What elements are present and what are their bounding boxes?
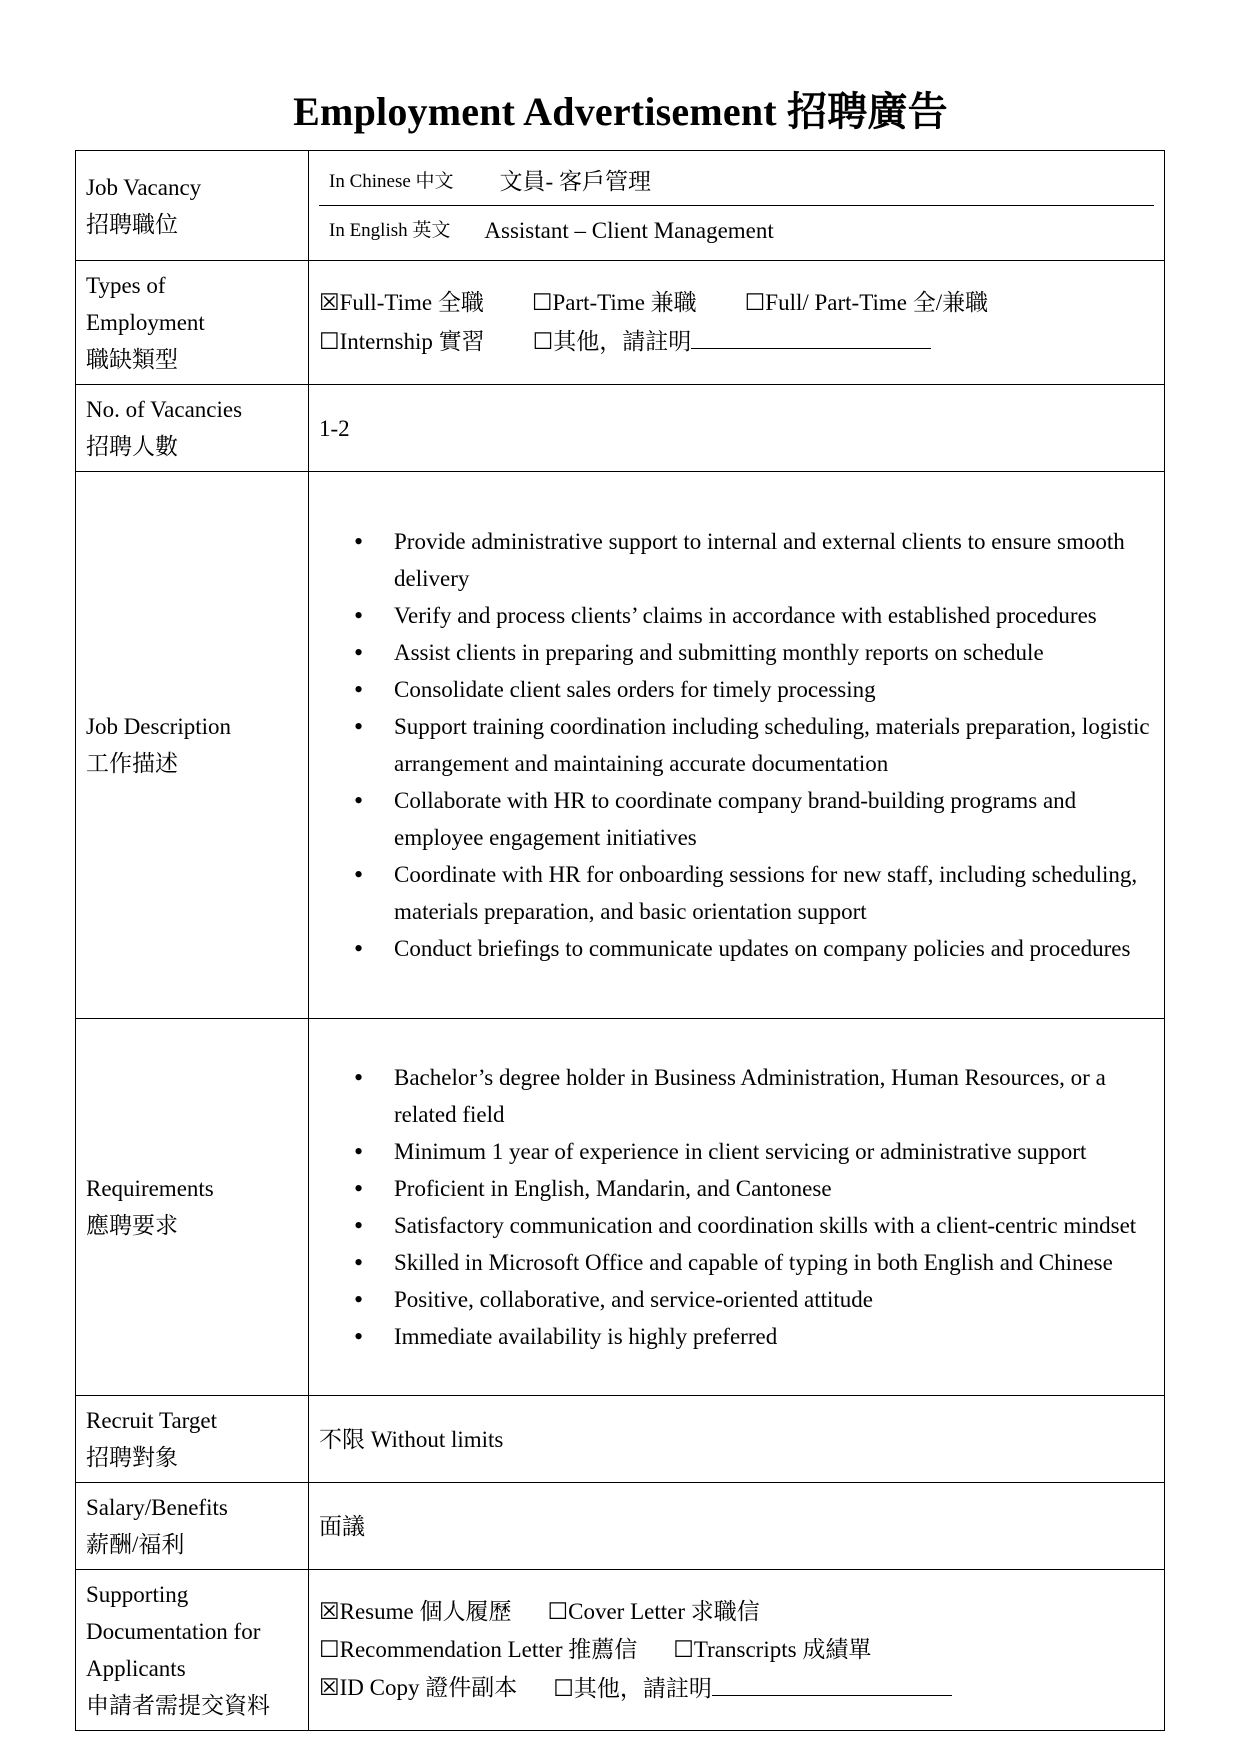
checkbox-unchecked-icon: ☐	[531, 290, 553, 315]
list-item: • Satisfactory communication and coordination skills with a client-centric mindset	[394, 1207, 1154, 1244]
checkbox-unchecked-icon: ☐	[319, 328, 340, 354]
job-description-label: Job Description 工作描述	[76, 472, 309, 1019]
employment-type-options	[309, 261, 1165, 385]
checkbox-unchecked-icon: ☐	[673, 1636, 694, 1662]
vacancies-label: No. of Vacancies 招聘人數	[76, 385, 309, 472]
vacancy-english-line	[319, 205, 1154, 254]
job-description-list	[319, 523, 1154, 967]
row-salary	[76, 1483, 1165, 1570]
in-chinese-label: In Chinese 中文	[329, 170, 454, 192]
list-item: • Support training coordination including scheduling, materials preparation, logistic arrangement and maintaining accurate documentation	[394, 708, 1154, 782]
checkbox-unchecked-icon: ☐	[532, 329, 554, 354]
option-full-time[interactable]: ☒Full-Time 全職	[319, 290, 484, 315]
recruit-target-label: Recruit Target 招聘對象	[76, 1396, 309, 1483]
job-description-content	[309, 472, 1165, 1019]
list-item: • Proficient in English, Mandarin, and Cantonese	[394, 1170, 1154, 1207]
option-id-copy[interactable]: ☒ID Copy 證件副本	[319, 1675, 518, 1700]
checkbox-unchecked-icon: ☐	[744, 290, 766, 315]
checkbox-checked-icon: ☒	[319, 1675, 340, 1700]
row-job-vacancy	[76, 151, 1165, 261]
vacancy-chinese-line	[319, 157, 1154, 205]
checkbox-checked-icon: ☒	[319, 1598, 340, 1624]
list-item: • Consolidate client sales orders for timely processing	[394, 671, 1154, 708]
option-cover-letter[interactable]: ☐Cover Letter 求職信	[547, 1598, 760, 1624]
list-item: • Coordinate with HR for onboarding sessions for new staff, including scheduling, materials preparation, and basic orientation support	[394, 856, 1154, 930]
other-docs-fill-line[interactable]	[712, 1669, 952, 1696]
checkbox-unchecked-icon: ☐	[319, 1636, 340, 1662]
vacancy-english-value: Assistant – Client Management	[484, 217, 774, 243]
salary-label: Salary/Benefits 薪酬/福利	[76, 1483, 309, 1570]
row-recruit-target	[76, 1396, 1165, 1483]
list-item: • Conduct briefings to communicate updates on company policies and procedures	[394, 930, 1154, 967]
checkbox-unchecked-icon: ☐	[547, 1598, 569, 1624]
option-full-part-time[interactable]: ☐Full/ Part-Time 全/兼職	[744, 290, 989, 315]
row-vacancies	[76, 385, 1165, 472]
list-item: • Provide administrative support to internal and external clients to ensure smooth delivery	[394, 523, 1154, 597]
list-item: • Positive, collaborative, and service-oriented attitude	[394, 1281, 1154, 1318]
option-resume[interactable]: ☒Resume 個人履歷	[319, 1598, 512, 1624]
requirements-list	[319, 1059, 1154, 1355]
list-item: • Verify and process clients’ claims in accordance with established procedures	[394, 597, 1154, 634]
option-transcripts[interactable]: ☐Transcripts 成績單	[673, 1636, 872, 1662]
page-title: Employment Advertisement 招聘廣告	[293, 89, 948, 134]
employment-type-label: Types of Employment 職缺類型	[76, 261, 309, 385]
row-requirements	[76, 1019, 1165, 1396]
supporting-docs-label: Supporting Documentation for Applicants 申請者需提交資料	[76, 1570, 309, 1731]
list-item: • Immediate availability is highly preferred	[394, 1318, 1154, 1355]
requirements-content	[309, 1019, 1165, 1396]
in-english-label: In English 英文	[329, 219, 451, 241]
list-item: • Collaborate with HR to coordinate company brand-building programs and employee engagement initiatives	[394, 782, 1154, 856]
salary-value: 面議	[309, 1483, 1165, 1570]
list-item: • Assist clients in preparing and submitting monthly reports on schedule	[394, 634, 1154, 671]
list-item: • Skilled in Microsoft Office and capable of typing in both English and Chinese	[394, 1244, 1154, 1281]
option-recommendation-letter[interactable]: ☐Recommendation Letter 推薦信	[319, 1636, 638, 1662]
supporting-docs-options	[309, 1570, 1165, 1731]
option-other-docs[interactable]: ☐其他，請註明	[553, 1669, 952, 1708]
requirements-label: Requirements 應聘要求	[76, 1019, 309, 1396]
list-item: • Minimum 1 year of experience in client servicing or administrative support	[394, 1133, 1154, 1170]
row-employment-type	[76, 261, 1165, 385]
list-item: • Bachelor’s degree holder in Business Administration, Human Resources, or a related field	[394, 1059, 1154, 1133]
checkbox-checked-icon: ☒	[319, 290, 340, 315]
vacancies-value: 1-2	[309, 385, 1165, 472]
vacancy-chinese-value: 文員- 客戶管理	[499, 168, 651, 194]
job-vacancy-values	[309, 151, 1165, 261]
other-fill-line[interactable]	[691, 322, 931, 349]
option-internship[interactable]: ☐Internship 實習	[319, 328, 485, 354]
employment-form-table	[75, 150, 1165, 1731]
job-vacancy-label: Job Vacancy 招聘職位	[76, 151, 309, 261]
checkbox-unchecked-icon: ☐	[553, 1675, 574, 1701]
row-job-description	[76, 472, 1165, 1019]
recruit-target-value: 不限 Without limits	[309, 1396, 1165, 1483]
row-supporting-docs	[76, 1570, 1165, 1731]
option-part-time[interactable]: ☐Part-Time 兼職	[531, 290, 697, 315]
option-other[interactable]: ☐其他，請註明	[533, 322, 932, 361]
